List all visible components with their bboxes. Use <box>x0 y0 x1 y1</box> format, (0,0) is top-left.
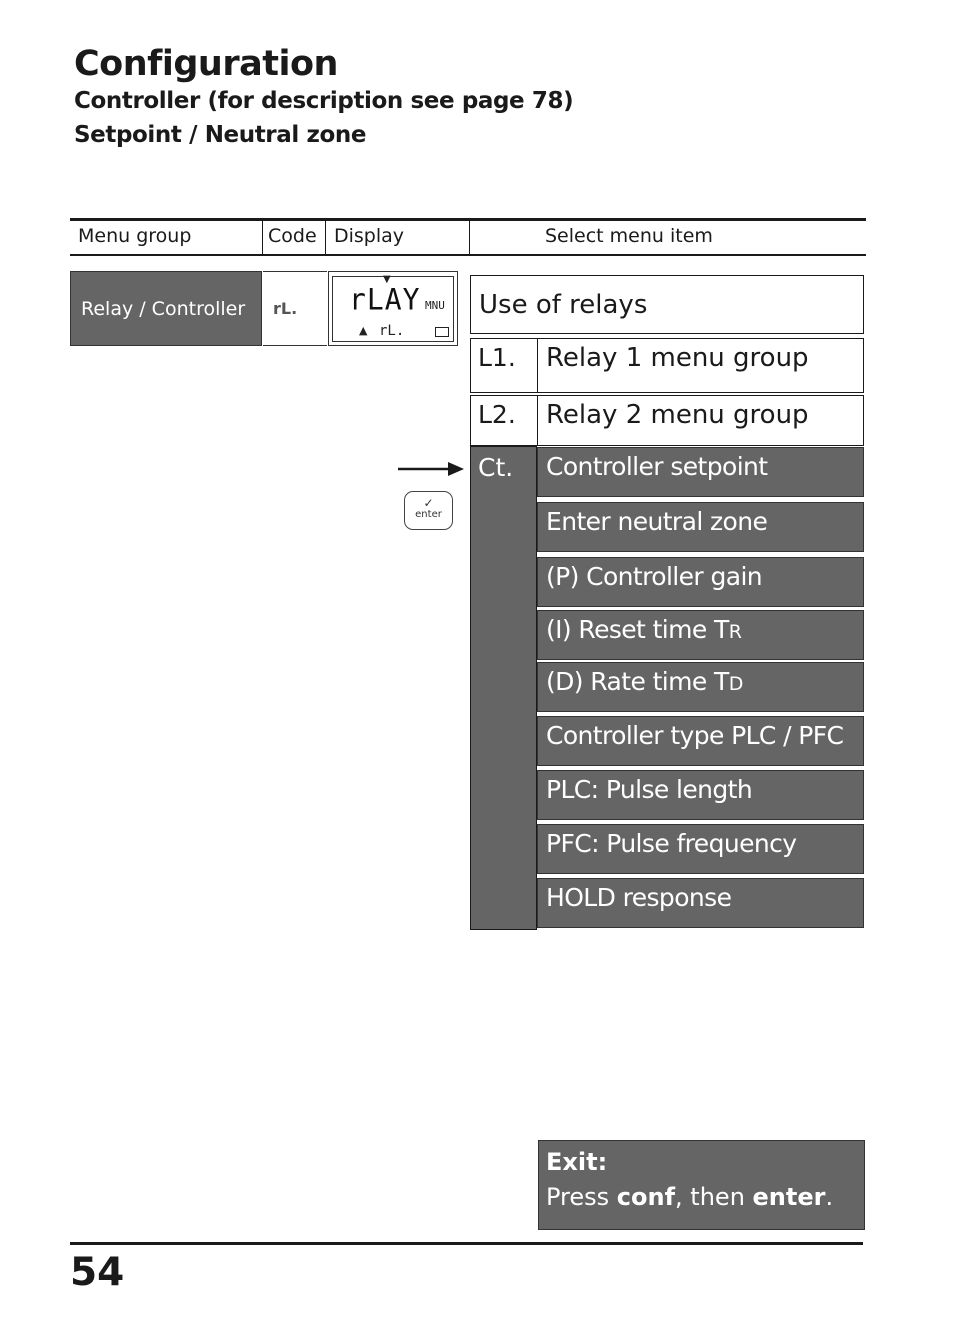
menu-item-neutral-zone: Enter neutral zone <box>537 502 864 552</box>
enter-key-icon <box>404 491 453 530</box>
controller-code-column <box>470 446 537 930</box>
table-top-rule <box>70 218 866 221</box>
table-header-bottom-rule <box>70 254 866 256</box>
page-subtitle-controller: Controller (for description see page 78) <box>74 88 574 114</box>
page-number: 54 <box>70 1250 125 1295</box>
exit-heading: Exit: <box>546 1148 608 1176</box>
menu-item-pulse-length: PLC: Pulse length <box>537 770 864 820</box>
menu-item-rate-time: (D) Rate time TD <box>537 662 864 712</box>
exit-text: Press conf, then enter. <box>546 1183 834 1211</box>
exit-instructions <box>538 1140 865 1230</box>
use-of-relays-label: Use of relays <box>479 289 648 320</box>
controller-code: Ct. <box>478 453 514 482</box>
enter-check-glyph: ✓ <box>423 496 434 510</box>
relay2-code: L2. <box>470 395 538 446</box>
pointer-arrow-icon <box>398 459 466 479</box>
page-subtitle-setpoint: Setpoint / Neutral zone <box>74 122 367 148</box>
lcd-screen <box>332 276 454 342</box>
rate-time-subscript: D <box>728 673 743 695</box>
lcd-menu-text: MNU <box>425 299 445 312</box>
battery-icon <box>435 327 449 337</box>
relay2-menu-group <box>537 395 864 446</box>
header-divider <box>262 221 263 254</box>
conf-key-label: conf <box>616 1183 676 1211</box>
menu-item-controller-setpoint: Controller setpoint <box>537 447 864 497</box>
relay1-code: L1. <box>470 338 538 393</box>
header-select-menu-item: Select menu item <box>545 225 713 247</box>
reset-time-subscript: R <box>728 621 742 643</box>
bell-icon: ▲ <box>359 324 368 337</box>
menu-item-controller-type: Controller type PLC / PFC <box>537 716 864 766</box>
header-display: Display <box>334 225 405 247</box>
relay2-label: Relay 2 menu group <box>546 400 809 430</box>
menu-group-cell: Relay / Controller <box>70 271 262 346</box>
use-of-relays-box <box>470 275 864 334</box>
menu-code-cell: rL. <box>263 271 327 346</box>
menu-item-pulse-frequency: PFC: Pulse frequency <box>537 824 864 874</box>
enter-key-label: enter <box>415 509 442 520</box>
header-divider <box>469 221 470 254</box>
lcd-sub-text: rL. <box>379 323 405 339</box>
enter-key-text: enter <box>752 1183 826 1211</box>
header-code: Code <box>268 225 317 247</box>
relay1-menu-group <box>537 338 864 393</box>
menu-item-reset-time: (I) Reset time TR <box>537 610 864 660</box>
page-title: Configuration <box>74 44 338 84</box>
header-divider <box>325 221 326 254</box>
double-arrow-down-icon: ▼ <box>383 274 391 285</box>
menu-item-controller-gain: (P) Controller gain <box>537 557 864 607</box>
relay1-label: Relay 1 menu group <box>546 343 809 373</box>
footer-rule <box>70 1242 863 1245</box>
lcd-main-text: rLAY <box>349 282 421 317</box>
header-menu-group: Menu group <box>78 225 192 247</box>
menu-item-hold-response: HOLD response <box>537 878 864 928</box>
lcd-display <box>328 271 458 346</box>
